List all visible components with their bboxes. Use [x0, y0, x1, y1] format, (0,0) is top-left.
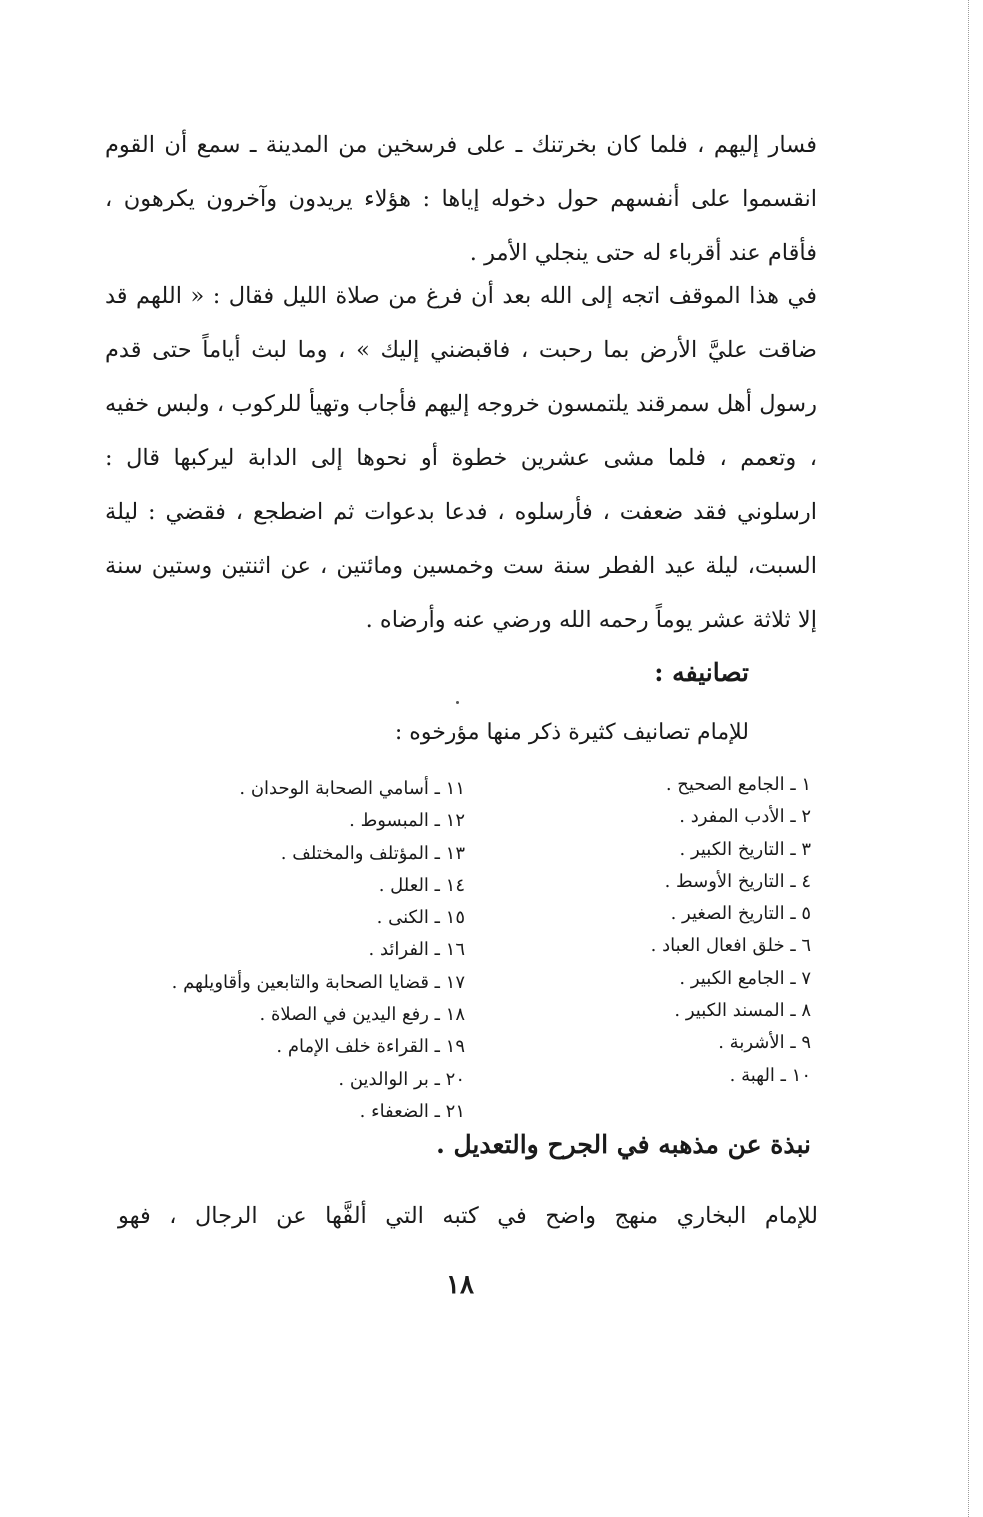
list-item: ١١ ـ أسامي الصحابة الوحدان .	[239, 778, 465, 799]
page-number: ١٨	[446, 1270, 474, 1300]
list-item: ٨ ـ المسند الكبير .	[674, 1000, 811, 1022]
list-item: ٢١ ـ الضعفاء .	[359, 1100, 465, 1122]
list-item: ٢٠ ـ بر الوالدين .	[338, 1068, 465, 1090]
list-item: ٤ ـ التاريخ الأوسط .	[664, 870, 811, 892]
works-list-left	[172, 773, 465, 1128]
list-item: ١٤ ـ العلل .	[378, 874, 465, 896]
works-list-right	[651, 769, 811, 1092]
list-item: ١٦ ـ الفرائد .	[368, 939, 465, 961]
list-item: ١٨ ـ رفع اليدين في الصلاة .	[259, 1004, 465, 1026]
works-intro: للإمام تصانيف كثيرة ذكر منها مؤرخوه :	[394, 720, 749, 745]
paragraph-death: في هذا الموقف اتجه إلى الله بعد أن فرغ من صلاة الليل فقال : « اللهم قد ضاقت عليَّ الأرض بما رحبت ، فاقبضني إليك » ، وما لبث أياماً حتى قدم رسول أهل سمرقند يلتمسون خروجه إليهم فأجاب وتهيأ للركوب ، ولبس خفيه ، وتعمم ، فلما مشى عشرين خطوة أو نحوها إلى الدابة ليركبها قال : ارسلوني فقد ضعفت ، فأرسلوه ، فدعا بدعوات ثم اضطجع ، فقضي : ليلة السبت، ليلة عيد الفطر سنة ست وخمسين ومائتين ، عن اثنتين وستين سنة إلا ثلاثة عشر يوماً رحمه الله ورضي عنه وأرضاه .	[105, 283, 817, 633]
stray-dot	[456, 701, 459, 704]
heading-works: تصانيفه :	[654, 658, 749, 687]
list-item: ٥ ـ التاريخ الصغير .	[670, 903, 811, 925]
paragraph-method: للإمام البخاري منهج واضح في كتبه التي ألفَّها عن الرجال ، فهو	[118, 1203, 818, 1229]
list-item: ٦ ـ خلق افعال العباد .	[650, 935, 811, 957]
list-item: ١٣ ـ المؤتلف والمختلف .	[280, 842, 465, 864]
list-item: ٢ ـ الأدب المفرد .	[679, 806, 811, 828]
list-item: ١٩ ـ القراءة خلف الإمام .	[276, 1036, 465, 1058]
list-item: ١٠ ـ الهبة .	[729, 1064, 811, 1086]
list-item: ١٢ ـ المبسوط .	[349, 810, 465, 832]
scan-edge-line	[968, 0, 969, 1517]
list-item: ١ ـ الجامع الصحيح .	[665, 774, 811, 795]
list-item: ٣ ـ التاريخ الكبير .	[679, 838, 811, 860]
list-item: ١٧ ـ قضايا الصحابة والتابعين وأقاويلهم .	[171, 971, 465, 993]
paragraph-journey: فسار إليهم ، فلما كان بخرتنك ـ على فرسخين من المدينة ـ سمع أن القوم انقسموا على أنفسهم حول دخوله إياها : هؤلاء يريدون وآخرون يكرهون ، فأقام عند أقرباء له حتى ينجلي الأمر .	[105, 132, 817, 266]
list-item: ٩ ـ الأشربة .	[718, 1032, 811, 1054]
list-item: ٧ ـ الجامع الكبير .	[679, 967, 811, 989]
heading-method: نبذة عن مذهبه في الجرح والتعديل .	[436, 1130, 811, 1159]
list-item: ١٥ ـ الكنى .	[376, 907, 465, 929]
